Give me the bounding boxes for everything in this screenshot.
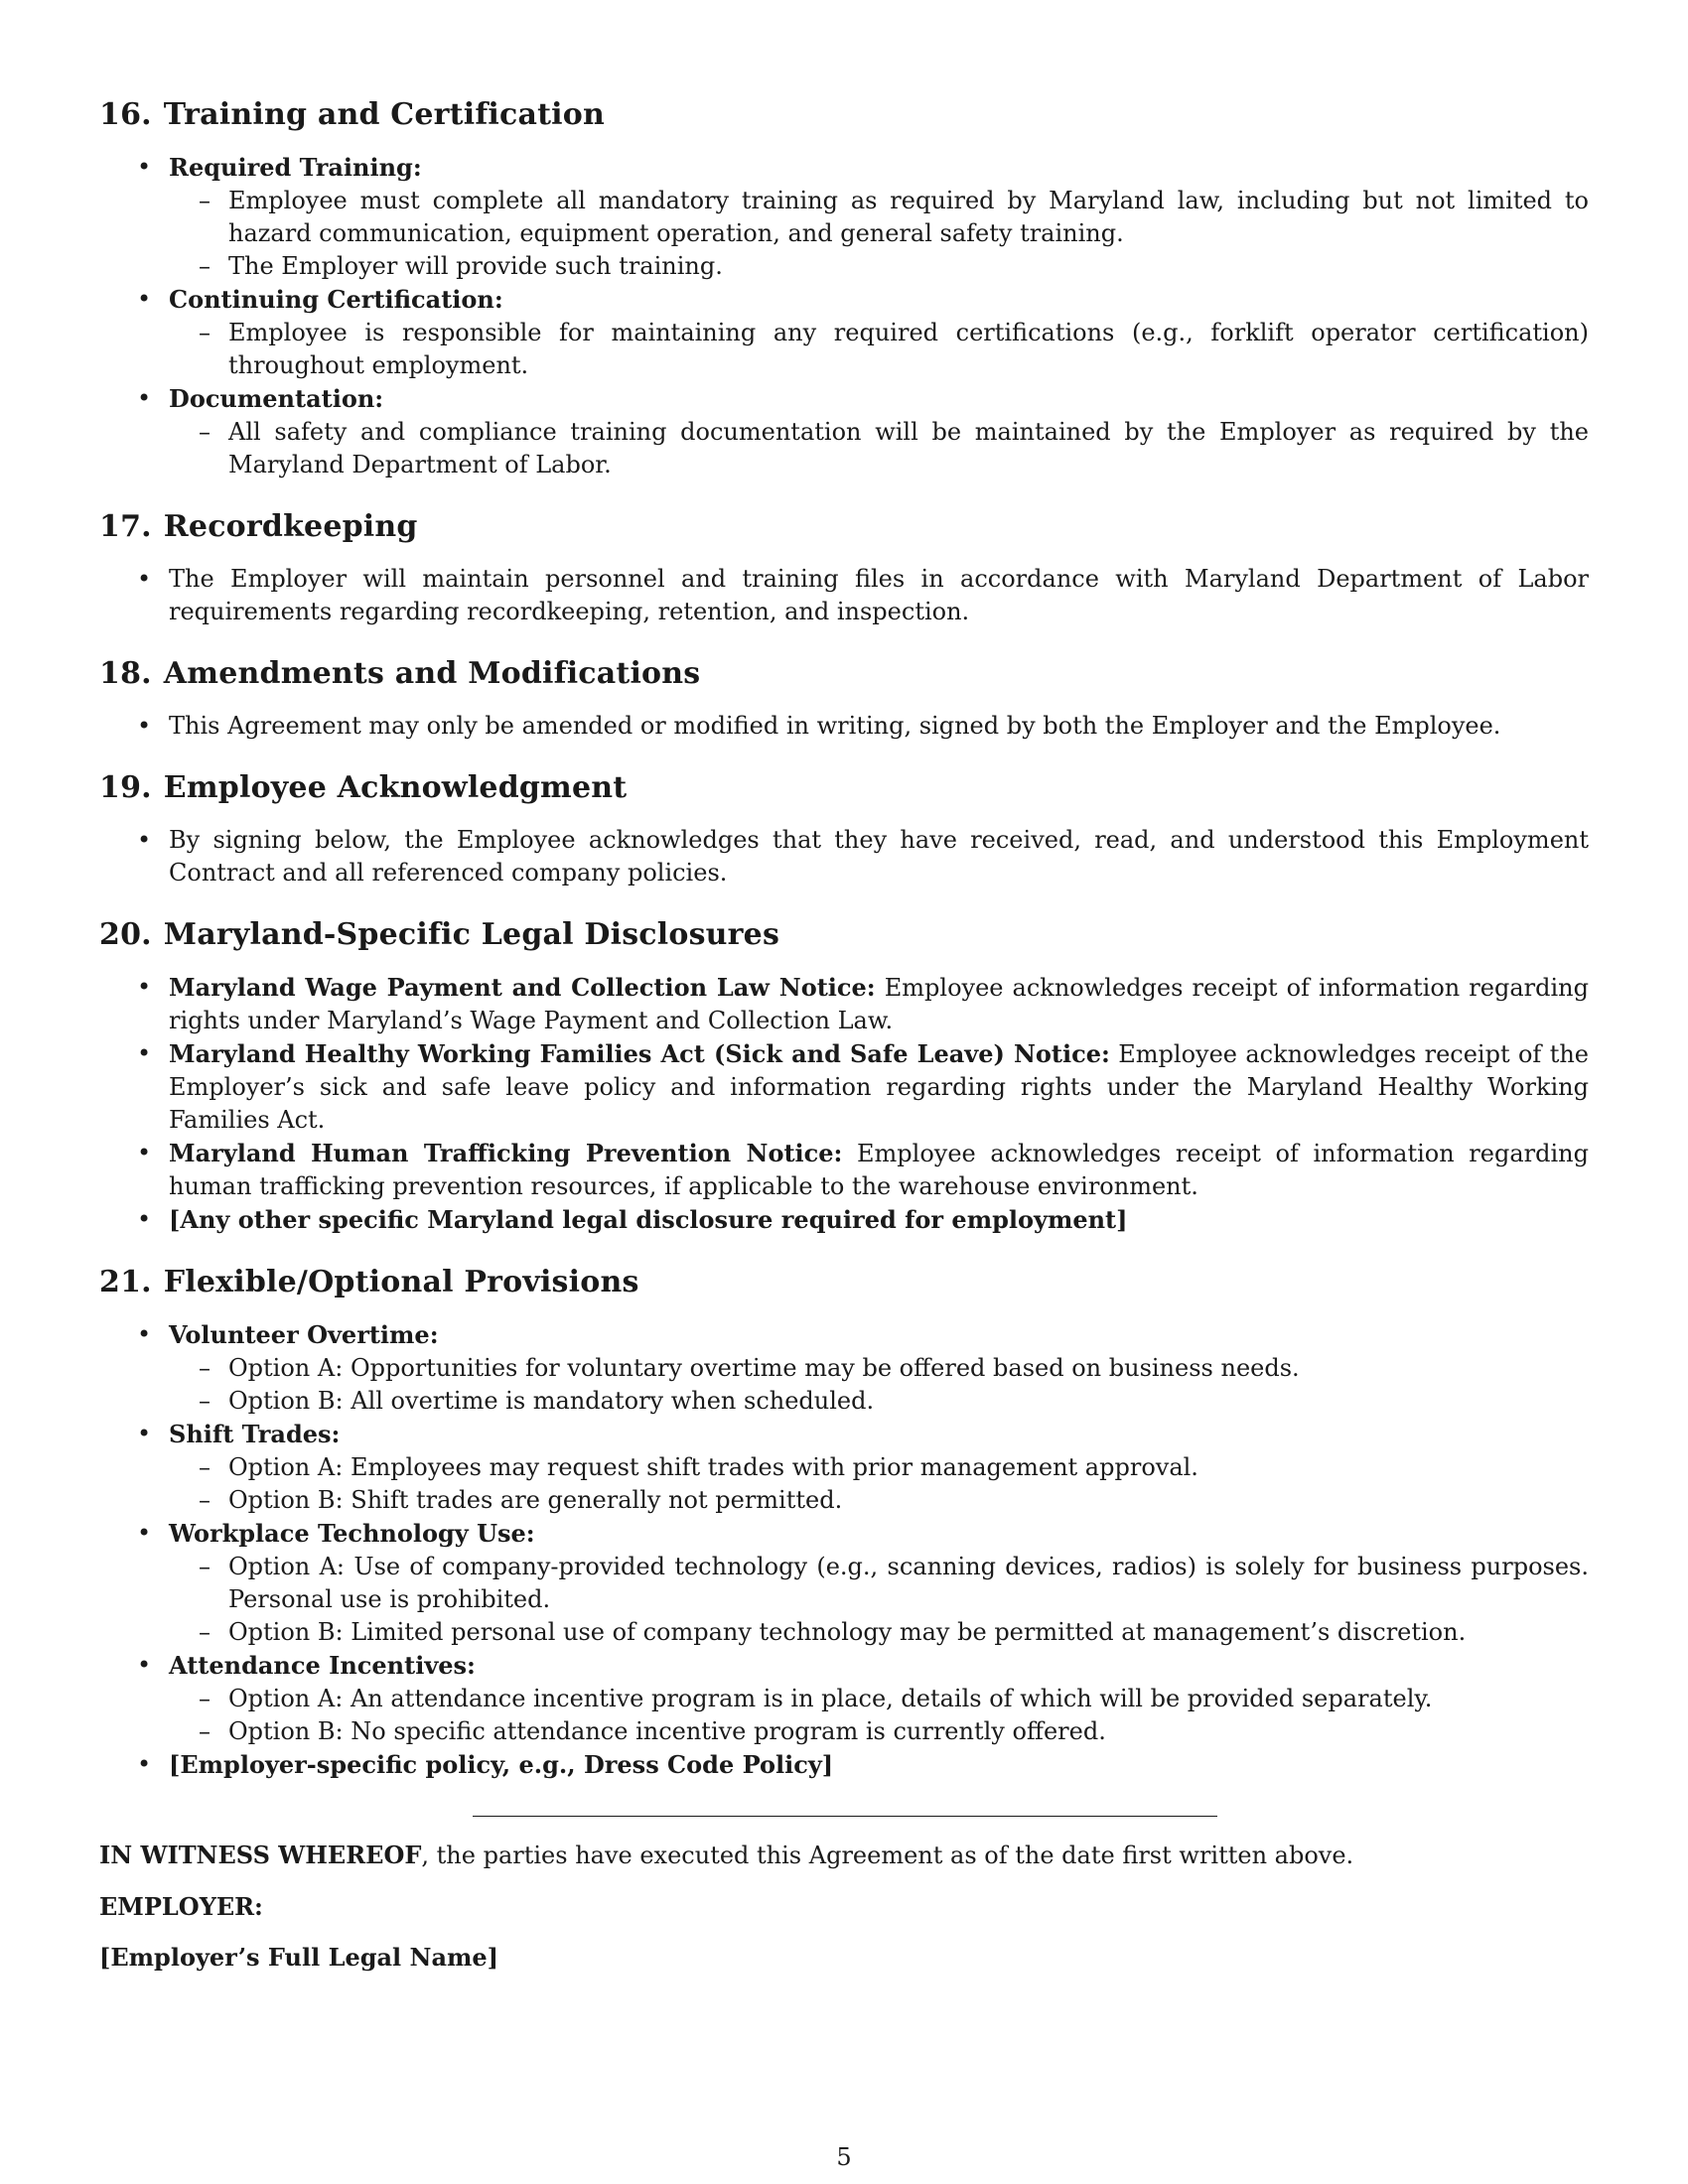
section-title: Recordkeeping (163, 509, 418, 544)
section-number: 18. (99, 656, 152, 691)
bullet-text: Employee acknowledges receipt of information regarding rights under Maryland’s Wage Payment and Collection Law. (169, 974, 1589, 1034)
section-heading (99, 915, 1589, 955)
section (99, 915, 1589, 1237)
section-title: Amendments and Modifications (163, 656, 701, 691)
bullet-label: Workplace Technology Use: (169, 1519, 535, 1548)
employer-name: [Employer’s Full Legal Name] (99, 1943, 499, 1972)
section-heading (99, 507, 1589, 547)
section-number: 21. (99, 1265, 152, 1299)
bullet-label: [Any other specific Maryland legal disclosure required for employment] (169, 1205, 1128, 1234)
bullet-label: Maryland Wage Payment and Collection Law Notice: (169, 973, 876, 1002)
section (99, 1263, 1589, 1782)
section-title: Maryland-Specific Legal Disclosures (163, 917, 780, 952)
bullet-label: Maryland Human Trafficking Prevention Notice: (169, 1139, 843, 1167)
bullet-item (99, 1037, 1589, 1137)
bullet-label: Maryland Healthy Working Families Act (Sick and Safe Leave) Notice: (169, 1039, 1110, 1068)
sub-list (169, 1683, 1589, 1748)
section-number: 19. (99, 770, 152, 805)
sub-item: – Employee is responsible for maintaining any required certifications (e.g., forklift operator certification) throughout employment. (169, 317, 1589, 382)
bullet-item (99, 151, 1589, 283)
signature-divider (473, 1816, 1217, 1817)
bullet-label: Required Training: (169, 153, 422, 182)
sub-item: – Option B: Shift trades are generally not permitted. (169, 1484, 1589, 1517)
bullet-item (99, 1203, 1589, 1237)
sub-list (169, 317, 1589, 382)
bullet-label: Continuing Certification: (169, 285, 503, 314)
bullet-list (99, 151, 1589, 481)
bullet-label: Attendance Incentives: (169, 1651, 476, 1680)
bullet-item (99, 1748, 1589, 1782)
sub-item: – Option B: All overtime is mandatory when scheduled. (169, 1385, 1589, 1418)
sub-list (169, 185, 1589, 283)
bullet-label: Documentation: (169, 384, 384, 413)
sub-item: – Option A: Employees may request shift trades with prior management approval. (169, 1451, 1589, 1484)
section-title: Training and Certification (163, 97, 605, 132)
bullet-item (99, 710, 1589, 743)
witness-bold: IN WITNESS WHEREOF (99, 1841, 422, 1869)
witness-text: , the parties have executed this Agreement as of the date first written above. (421, 1842, 1354, 1869)
sub-list (169, 1451, 1589, 1517)
section-title: Flexible/Optional Provisions (163, 1265, 639, 1299)
bullet-list (99, 710, 1589, 743)
sub-item: – The Employer will provide such training. (169, 250, 1589, 283)
bullet-text: By signing below, the Employee acknowledges that they have received, read, and understood this Employment Contract and all referenced company policies. (169, 826, 1589, 887)
section-number: 20. (99, 917, 152, 952)
bullet-list (99, 1318, 1589, 1782)
section (99, 507, 1589, 628)
bullet-text: Employee acknowledges receipt of information regarding human trafficking prevention resources, if applicable to the warehouse environment. (169, 1140, 1589, 1200)
section-heading (99, 768, 1589, 808)
section-heading (99, 1263, 1589, 1302)
bullet-label: Volunteer Overtime: (169, 1320, 439, 1349)
document-page (99, 95, 1589, 1991)
bullet-item (99, 1318, 1589, 1418)
section (99, 654, 1589, 743)
section-title: Employee Acknowledgment (163, 770, 628, 805)
section-number: 16. (99, 97, 152, 132)
bullet-item (99, 1418, 1589, 1517)
bullet-list (99, 971, 1589, 1237)
sub-list (169, 416, 1589, 481)
bullet-label: [Employer-specific policy, e.g., Dress Code Policy] (169, 1750, 834, 1779)
bullet-item (99, 1649, 1589, 1748)
sub-item: – Option B: No specific attendance incentive program is currently offered. (169, 1715, 1589, 1748)
bullet-item (99, 971, 1589, 1037)
bullet-item (99, 824, 1589, 889)
bullet-list (99, 563, 1589, 628)
section (99, 95, 1589, 481)
bullet-item (99, 563, 1589, 628)
bullet-item (99, 1137, 1589, 1203)
sections-container (99, 95, 1589, 1782)
bullet-item (99, 283, 1589, 382)
sub-list (169, 1352, 1589, 1418)
sub-item: – Option A: Opportunities for voluntary overtime may be offered based on business needs. (169, 1352, 1589, 1385)
bullet-text: The Employer will maintain personnel and training files in accordance with Maryland Department of Labor requirements regarding recordkeeping, retention, and inspection. (169, 565, 1589, 625)
employer-label: EMPLOYER: (99, 1892, 263, 1921)
sub-item: – Option A: Use of company-provided technology (e.g., scanning devices, radios) is solely for business purposes. Personal use is prohibited. (169, 1551, 1589, 1616)
bullet-label: Shift Trades: (169, 1420, 341, 1448)
bullet-item (99, 382, 1589, 481)
section-heading (99, 95, 1589, 135)
bullet-item (99, 1517, 1589, 1649)
bullet-text: Employee acknowledges receipt of the Employer’s sick and safe leave policy and information regarding rights under the Maryland Healthy Working Families Act. (169, 1040, 1589, 1134)
section-heading (99, 654, 1589, 694)
bullet-text: This Agreement may only be amended or modified in writing, signed by both the Employer and the Employee. (169, 712, 1501, 740)
sub-item: – Option B: Limited personal use of company technology may be permitted at management’s discretion. (169, 1616, 1589, 1649)
sub-item: – All safety and compliance training documentation will be maintained by the Employer as required by the Maryland Department of Labor. (169, 416, 1589, 481)
section (99, 768, 1589, 889)
sub-item: – Employee must complete all mandatory training as required by Maryland law, including but not limited to hazard communication, equipment operation, and general safety training. (169, 185, 1589, 250)
section-number: 17. (99, 509, 152, 544)
bullet-list (99, 824, 1589, 889)
witness-paragraph (99, 1839, 1589, 1872)
sub-list (169, 1551, 1589, 1649)
sub-item: – Option A: An attendance incentive program is in place, details of which will be provided separately. (169, 1683, 1589, 1715)
page-number: 5 (836, 2143, 852, 2171)
